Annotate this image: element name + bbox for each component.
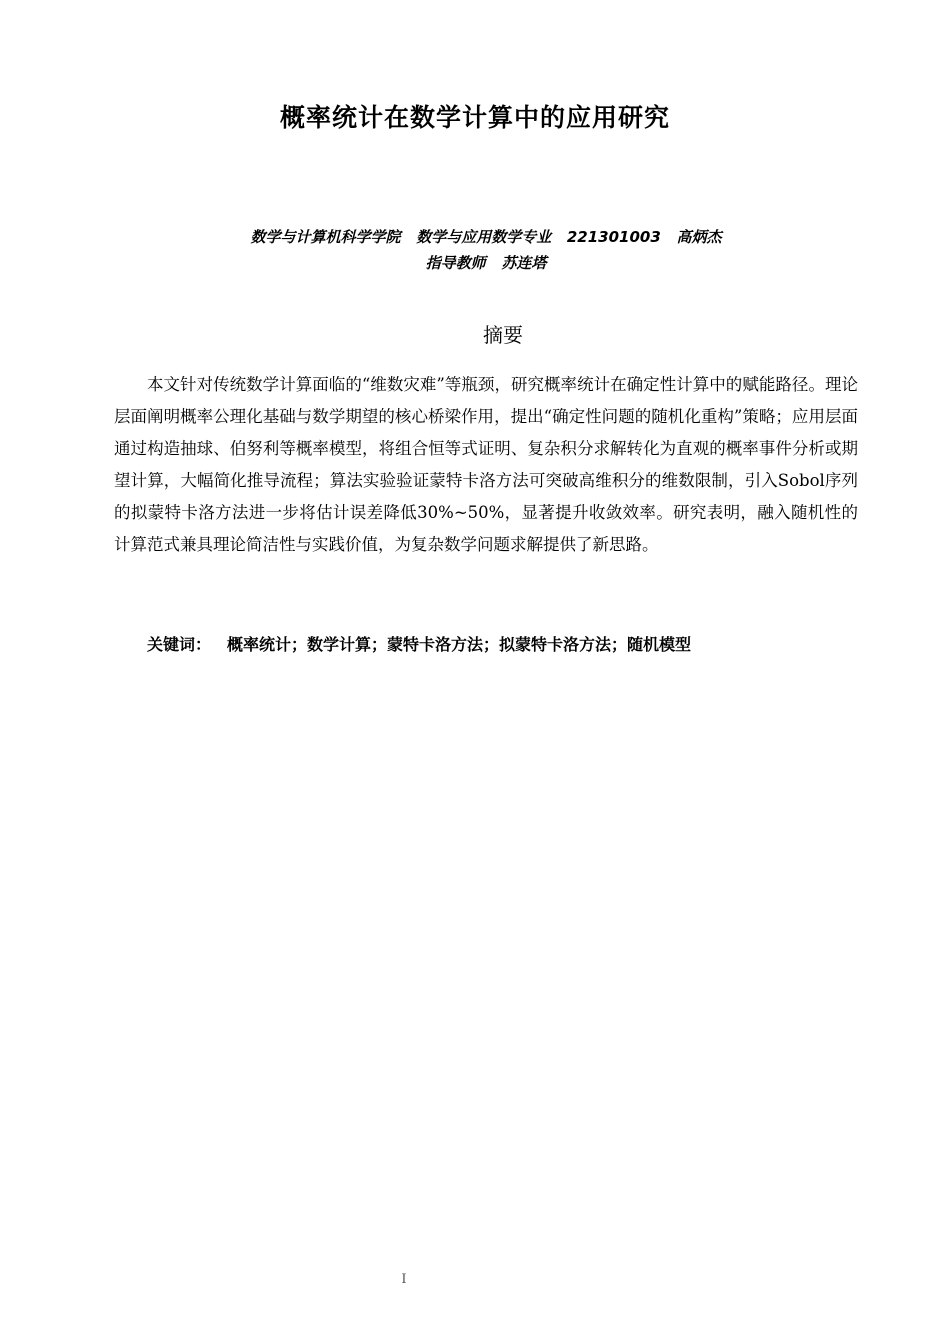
- author-major: 数学与应用数学专业: [416, 228, 552, 246]
- author-student-id: 221301003: [566, 228, 661, 246]
- page-number: I: [401, 1272, 407, 1287]
- keywords-label: 关键词：: [147, 635, 212, 654]
- abstract-heading: 摘要: [483, 323, 523, 347]
- advisor-line: [0, 250, 950, 276]
- abstract-body: 本文针对传统数学计算面临的“维数灾难”等瓶颈，研究概率统计在确定性计算中的赋能路径。理论层面阐明概率公理化基础与数学期望的核心桥梁作用，提出“确定性问题的随机化重构”策略；应用层面通过构造抽球、伯努利等概率模型，将组合恒等式证明、复杂积分求解转化为直观的概率事件分析或期望计算，大幅简化推导流程；算法实验验证蒙特卡洛方法可突破高维积分的维数限制，引入Sobol序列的拟蒙特卡洛方法进一步将估计误差降低30%~50%，显著提升收敛效率。研究表明，融入随机性的计算范式兼具理论简洁性与实践价值，为复杂数学问题求解提供了新思路。: [114, 375, 858, 554]
- author-school: 数学与计算机科学学院: [250, 228, 401, 246]
- advisor-name: 苏连塔: [501, 254, 547, 272]
- keywords-line: [147, 629, 867, 661]
- paper-title: 概率统计在数学计算中的应用研究: [279, 103, 670, 132]
- advisor-label: 指导教师: [425, 254, 486, 272]
- keywords-list: 概率统计；数学计算；蒙特卡洛方法；拟蒙特卡洛方法；随机模型: [227, 635, 692, 654]
- author-name: 高炳杰: [676, 228, 722, 246]
- author-block: [0, 224, 950, 276]
- author-line: [0, 224, 950, 250]
